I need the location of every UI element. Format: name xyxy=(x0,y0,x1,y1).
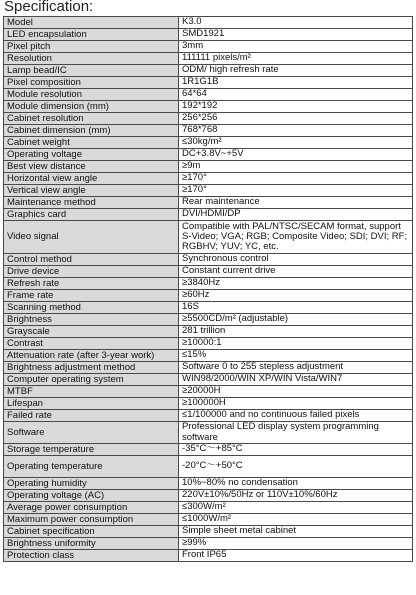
spec-value: 281 trillion xyxy=(179,326,413,338)
spec-row xyxy=(4,302,413,314)
spec-label: Module resolution xyxy=(4,89,179,101)
spec-value: -20°C～+50°C xyxy=(179,456,413,478)
spec-value: ≥170° xyxy=(179,185,413,197)
spec-row xyxy=(4,161,413,173)
spec-value: Software 0 to 255 stepless adjustment xyxy=(179,362,413,374)
spec-row xyxy=(4,17,413,29)
spec-row xyxy=(4,113,413,125)
spec-label: Lamp bead/IC xyxy=(4,65,179,77)
spec-value: ≥10000:1 xyxy=(179,338,413,350)
spec-label: Horizontal view angle xyxy=(4,173,179,185)
spec-value: Constant current drive xyxy=(179,266,413,278)
spec-row xyxy=(4,350,413,362)
spec-row xyxy=(4,290,413,302)
spec-row xyxy=(4,514,413,526)
spec-row xyxy=(4,77,413,89)
spec-value: Rear maintenance xyxy=(179,197,413,209)
spec-row xyxy=(4,314,413,326)
spec-row xyxy=(4,502,413,514)
spec-row xyxy=(4,197,413,209)
spec-value: 1R1G1B xyxy=(179,77,413,89)
spec-value: 220V±10%/50Hz or 110V±10%/60Hz xyxy=(179,490,413,502)
spec-value: ≥9m xyxy=(179,161,413,173)
spec-value: 10%~80% no condensation xyxy=(179,478,413,490)
spec-row xyxy=(4,550,413,562)
spec-label: LED encapsulation xyxy=(4,29,179,41)
spec-label: Operating voltage (AC) xyxy=(4,490,179,502)
spec-label: Operating humidity xyxy=(4,478,179,490)
spec-value: SMD1921 xyxy=(179,29,413,41)
spec-row xyxy=(4,125,413,137)
spec-label: Software xyxy=(4,422,179,444)
spec-label: Best view distance xyxy=(4,161,179,173)
spec-row xyxy=(4,149,413,161)
spec-value: ≤15% xyxy=(179,350,413,362)
spec-value: 3mm xyxy=(179,41,413,53)
spec-label: Storage temperature xyxy=(4,444,179,456)
spec-value: Synchronous control xyxy=(179,254,413,266)
spec-label: MTBF xyxy=(4,386,179,398)
spec-label: Graphics card xyxy=(4,209,179,221)
spec-row xyxy=(4,386,413,398)
spec-value: ≥99% xyxy=(179,538,413,550)
spec-value: ≥20000H xyxy=(179,386,413,398)
spec-label: Refresh rate xyxy=(4,278,179,290)
spec-row xyxy=(4,254,413,266)
spec-row xyxy=(4,362,413,374)
spec-value: Compatible with PAL/NTSC/SECAM format, support S-Video; VGA; RGB; Composite Video; SDI; DVI; RF; RGBHV; YUV; YC, etc. xyxy=(179,221,413,254)
spec-row xyxy=(4,278,413,290)
spec-value: Simple sheet metal cabinet xyxy=(179,526,413,538)
spec-value: ≥3840Hz xyxy=(179,278,413,290)
spec-label: Module dimension (mm) xyxy=(4,101,179,113)
spec-label: Video signal xyxy=(4,221,179,254)
spec-label: Operating voltage xyxy=(4,149,179,161)
specification-table xyxy=(3,16,413,562)
spec-value: 192*192 xyxy=(179,101,413,113)
specification-table-body xyxy=(4,17,413,562)
spec-value: ≤300W/m² xyxy=(179,502,413,514)
spec-label: Lifespan xyxy=(4,398,179,410)
spec-label: Pixel composition xyxy=(4,77,179,89)
spec-value: ≥170° xyxy=(179,173,413,185)
spec-value: WIN98/2000/WIN XP/WIN Vista/WIN7 xyxy=(179,374,413,386)
page-heading: Specification: xyxy=(4,0,94,15)
spec-value: 768*768 xyxy=(179,125,413,137)
spec-row xyxy=(4,266,413,278)
spec-label: Drive device xyxy=(4,266,179,278)
spec-label: Failed rate xyxy=(4,410,179,422)
spec-row xyxy=(4,456,413,478)
spec-row xyxy=(4,374,413,386)
spec-row xyxy=(4,209,413,221)
spec-row xyxy=(4,221,413,254)
spec-row xyxy=(4,326,413,338)
spec-value: ≥100000H xyxy=(179,398,413,410)
spec-value: ≤1/100000 and no continuous failed pixels xyxy=(179,410,413,422)
spec-row xyxy=(4,65,413,77)
spec-value: ≤30kg/m² xyxy=(179,137,413,149)
spec-label: Maximum power consumption xyxy=(4,514,179,526)
spec-value: 111111 pixels/m² xyxy=(179,53,413,65)
spec-value: ≥60Hz xyxy=(179,290,413,302)
spec-label: Scanning method xyxy=(4,302,179,314)
spec-row xyxy=(4,101,413,113)
spec-row xyxy=(4,173,413,185)
spec-row xyxy=(4,29,413,41)
spec-label: Contrast xyxy=(4,338,179,350)
spec-row xyxy=(4,490,413,502)
spec-value: ODM/ high refresh rate xyxy=(179,65,413,77)
spec-value: K3.0 xyxy=(179,17,413,29)
spec-value: 256*256 xyxy=(179,113,413,125)
spec-row xyxy=(4,538,413,550)
spec-label: Control method xyxy=(4,254,179,266)
spec-label: Average power consumption xyxy=(4,502,179,514)
spec-label: Frame rate xyxy=(4,290,179,302)
spec-label: Brightness xyxy=(4,314,179,326)
spec-label: Cabinet resolution xyxy=(4,113,179,125)
spec-label: Cabinet weight xyxy=(4,137,179,149)
spec-row xyxy=(4,478,413,490)
spec-row xyxy=(4,89,413,101)
spec-label: Pixel pitch xyxy=(4,41,179,53)
spec-value: 64*64 xyxy=(179,89,413,101)
spec-row xyxy=(4,422,413,444)
spec-label: Grayscale xyxy=(4,326,179,338)
spec-row xyxy=(4,444,413,456)
spec-value: DVI/HDMI/DP xyxy=(179,209,413,221)
spec-label: Resolution xyxy=(4,53,179,65)
spec-value: Professional LED display system programming software xyxy=(179,422,413,444)
spec-value: DC+3.8V~+5V xyxy=(179,149,413,161)
spec-label: Cabinet specification xyxy=(4,526,179,538)
spec-row xyxy=(4,398,413,410)
spec-label: Computer operating system xyxy=(4,374,179,386)
spec-value: Front IP65 xyxy=(179,550,413,562)
spec-row xyxy=(4,338,413,350)
spec-row xyxy=(4,410,413,422)
spec-value: 16S xyxy=(179,302,413,314)
spec-label: Protection class xyxy=(4,550,179,562)
spec-label: Cabinet dimension (mm) xyxy=(4,125,179,137)
spec-label: Brightness uniformity xyxy=(4,538,179,550)
spec-row xyxy=(4,137,413,149)
spec-value: -35°C～+85°C xyxy=(179,444,413,456)
spec-value: ≤1000W/m² xyxy=(179,514,413,526)
spec-label: Brightness adjustment method xyxy=(4,362,179,374)
spec-label: Model xyxy=(4,17,179,29)
spec-value: ≥5500CD/m² (adjustable) xyxy=(179,314,413,326)
spec-row xyxy=(4,185,413,197)
spec-label: Operating temperature xyxy=(4,456,179,478)
spec-label: Vertical view angle xyxy=(4,185,179,197)
spec-label: Maintenance method xyxy=(4,197,179,209)
spec-row xyxy=(4,526,413,538)
spec-row xyxy=(4,53,413,65)
spec-label: Attenuation rate (after 3-year work) xyxy=(4,350,179,362)
spec-row xyxy=(4,41,413,53)
